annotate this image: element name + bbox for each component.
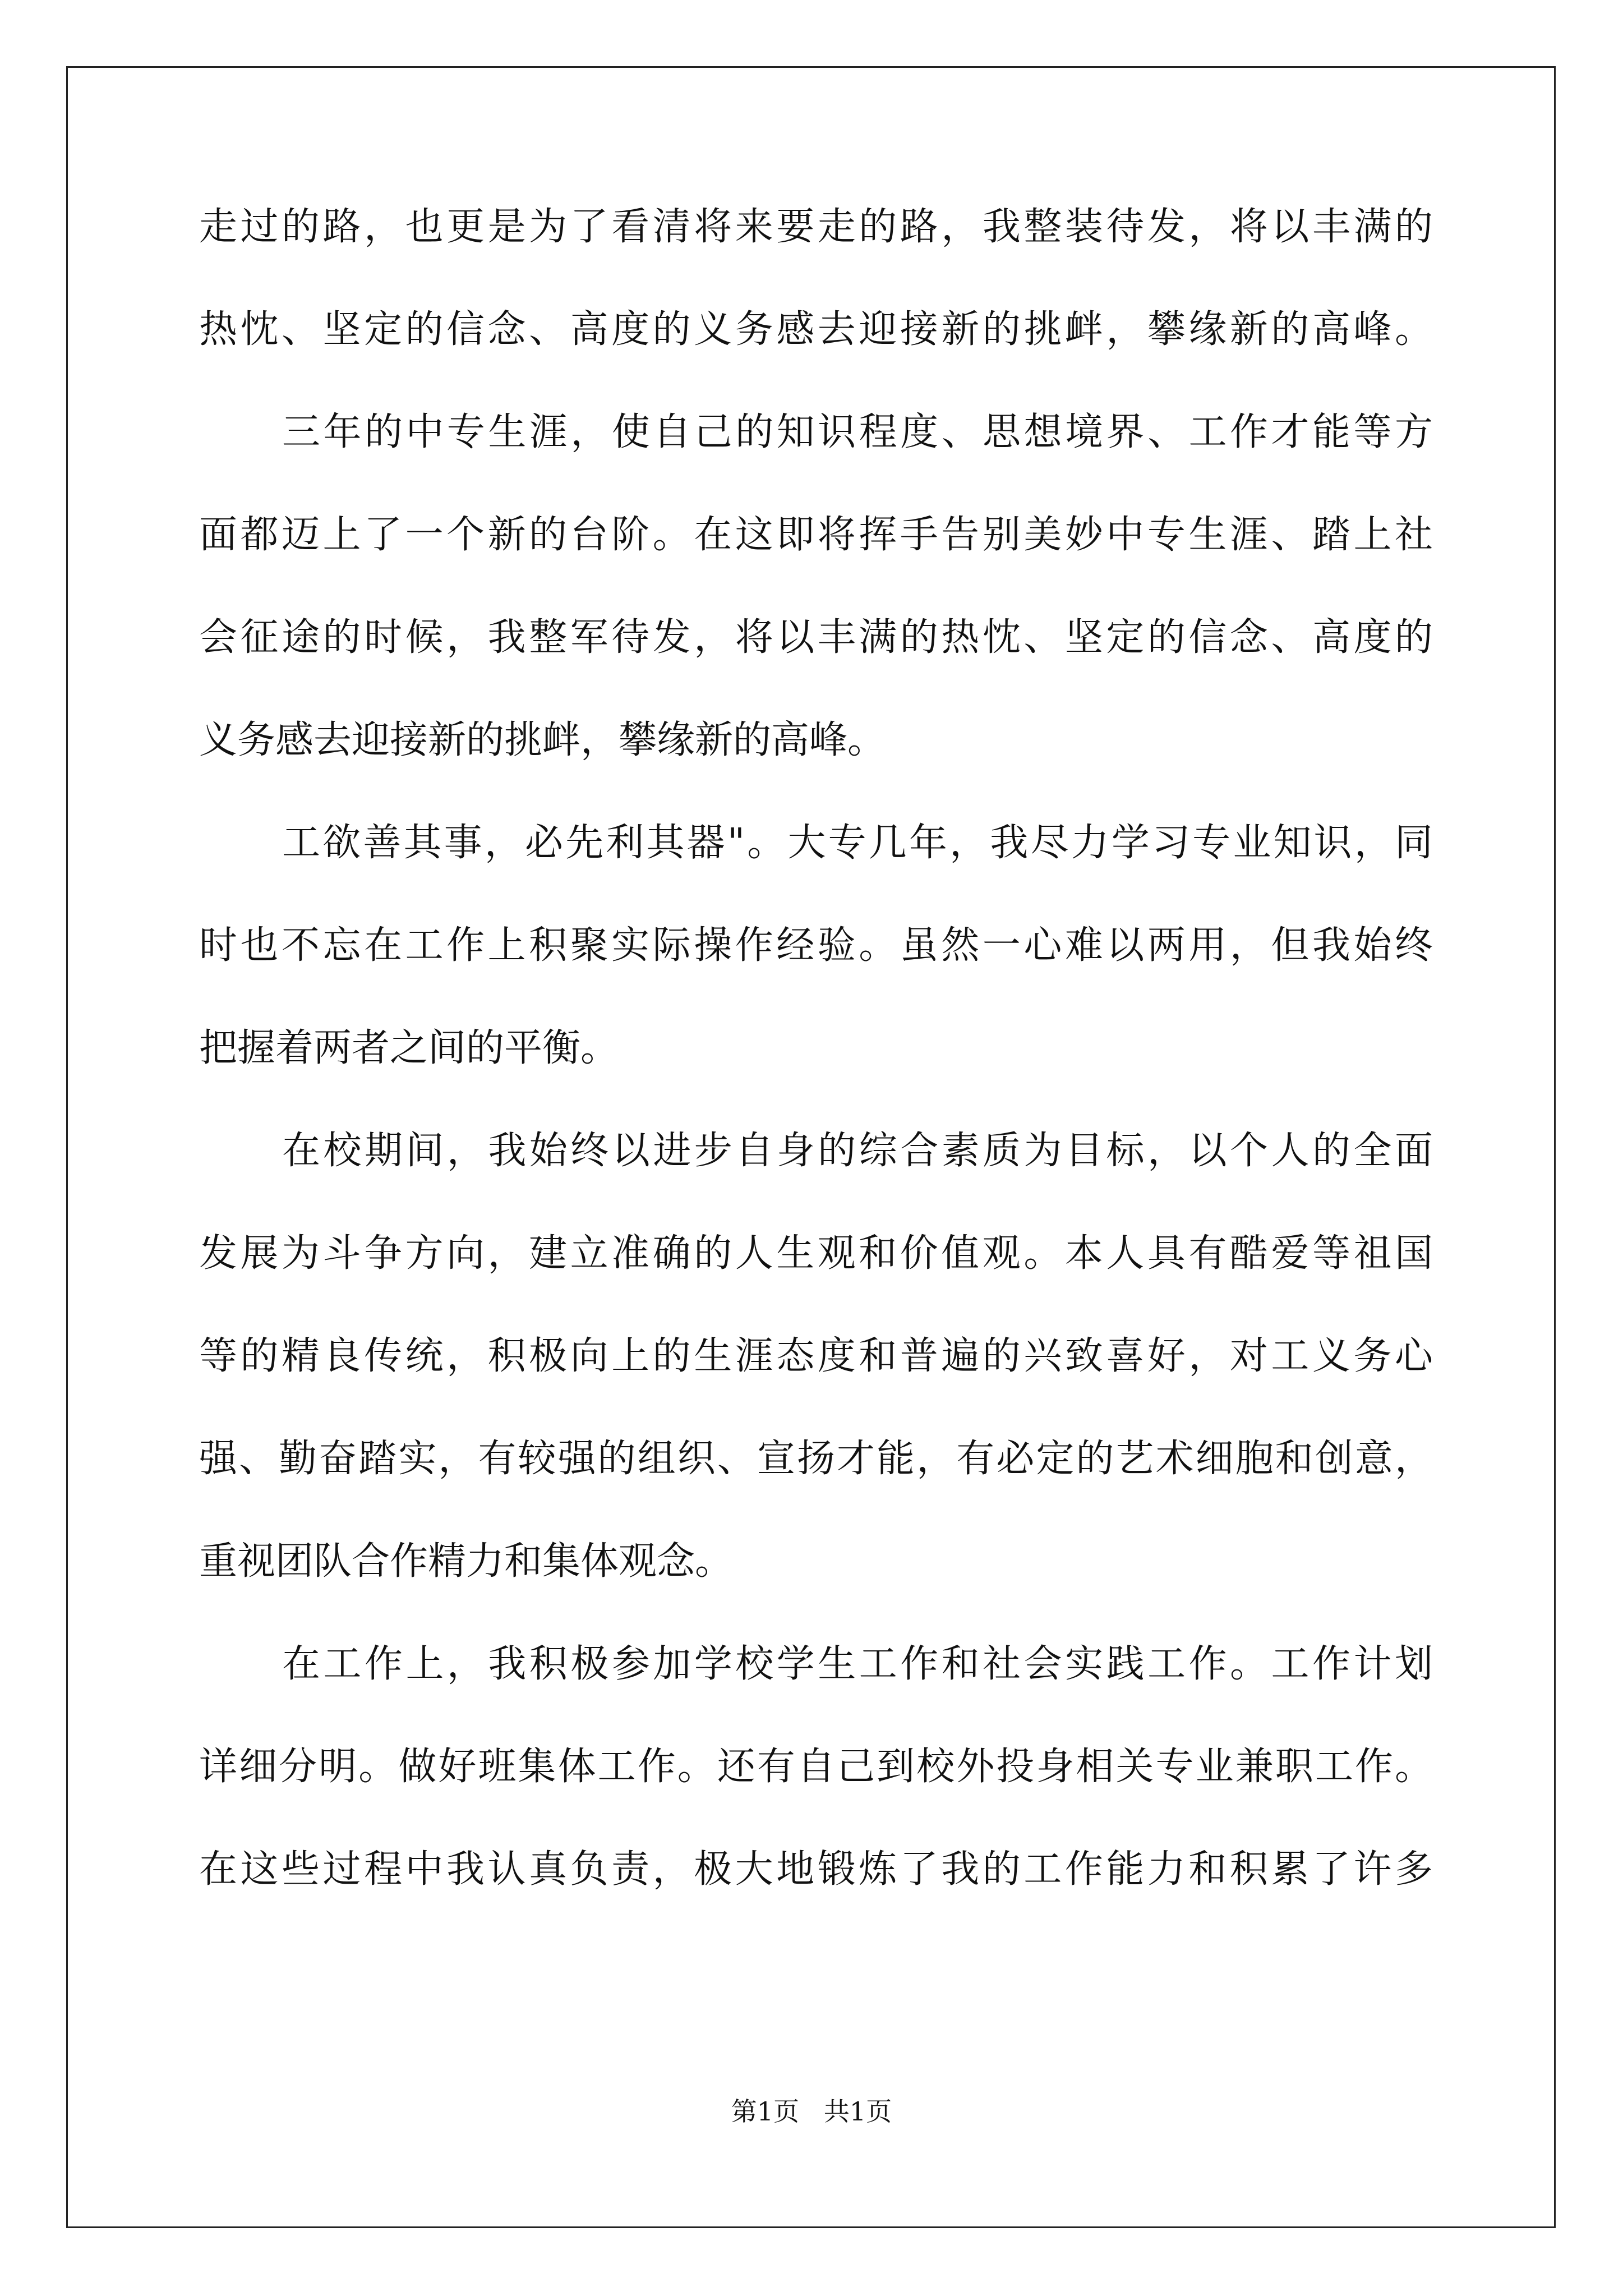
- text-line: 重视团队合作精力和集体观念。: [199, 1539, 734, 1584]
- text-line: 在这些过程中我认真负责，极大地锻炼了我的工作能力和积累了许多: [199, 1847, 1433, 1892]
- text-line: 发展为斗争方向，建立准确的人生观和价值观。本人具有酷爱等祖国: [199, 1231, 1433, 1276]
- paragraph-first-line: 工欲善其事，必先利其器"。大专几年，我尽力学习专业知识，同: [282, 821, 1433, 865]
- text-line: 会征途的时候，我整军待发，将以丰满的热忱、坚定的信念、高度的: [199, 615, 1433, 660]
- paragraph-first-line: 在工作上，我积极参加学校学生工作和社会实践工作。工作计划: [282, 1642, 1433, 1686]
- text-line: 详细分明。做好班集体工作。还有自己到校外投身相关专业兼职工作。: [199, 1745, 1433, 1789]
- text-line: 面都迈上了一个新的台阶。在这即将挥手告别美妙中专生涯、踏上社: [199, 513, 1433, 557]
- document-body: [199, 202, 1433, 1947]
- paragraph-first-line: 三年的中专生涯，使自己的知识程度、思想境界、工作才能等方: [282, 410, 1433, 454]
- text-line: 义务感去迎接新的挑衅，攀缘新的高峰。: [199, 718, 886, 762]
- paragraph-first-line: 在校期间，我始终以进步自身的综合素质为目标，以个人的全面: [282, 1129, 1433, 1173]
- text-line: 把握着两者之间的平衡。: [199, 1026, 619, 1070]
- text-line: 走过的路，也更是为了看清将来要走的路，我整装待发，将以丰满的: [199, 205, 1433, 249]
- text-line: 强、勤奋踏实，有较强的组织、宣扬才能，有必定的艺术细胞和创意，: [199, 1437, 1433, 1481]
- text-line: 热忱、坚定的信念、高度的义务感去迎接新的挑衅，攀缘新的高峰。: [199, 307, 1433, 352]
- page-number-footer: 第1页 共1页: [731, 2096, 892, 2127]
- text-line: 时也不忘在工作上积聚实际操作经验。虽然一心难以两用，但我始终: [199, 923, 1433, 968]
- text-line: 等的精良传统，积极向上的生涯态度和普遍的兴致喜好，对工义务心: [199, 1334, 1433, 1378]
